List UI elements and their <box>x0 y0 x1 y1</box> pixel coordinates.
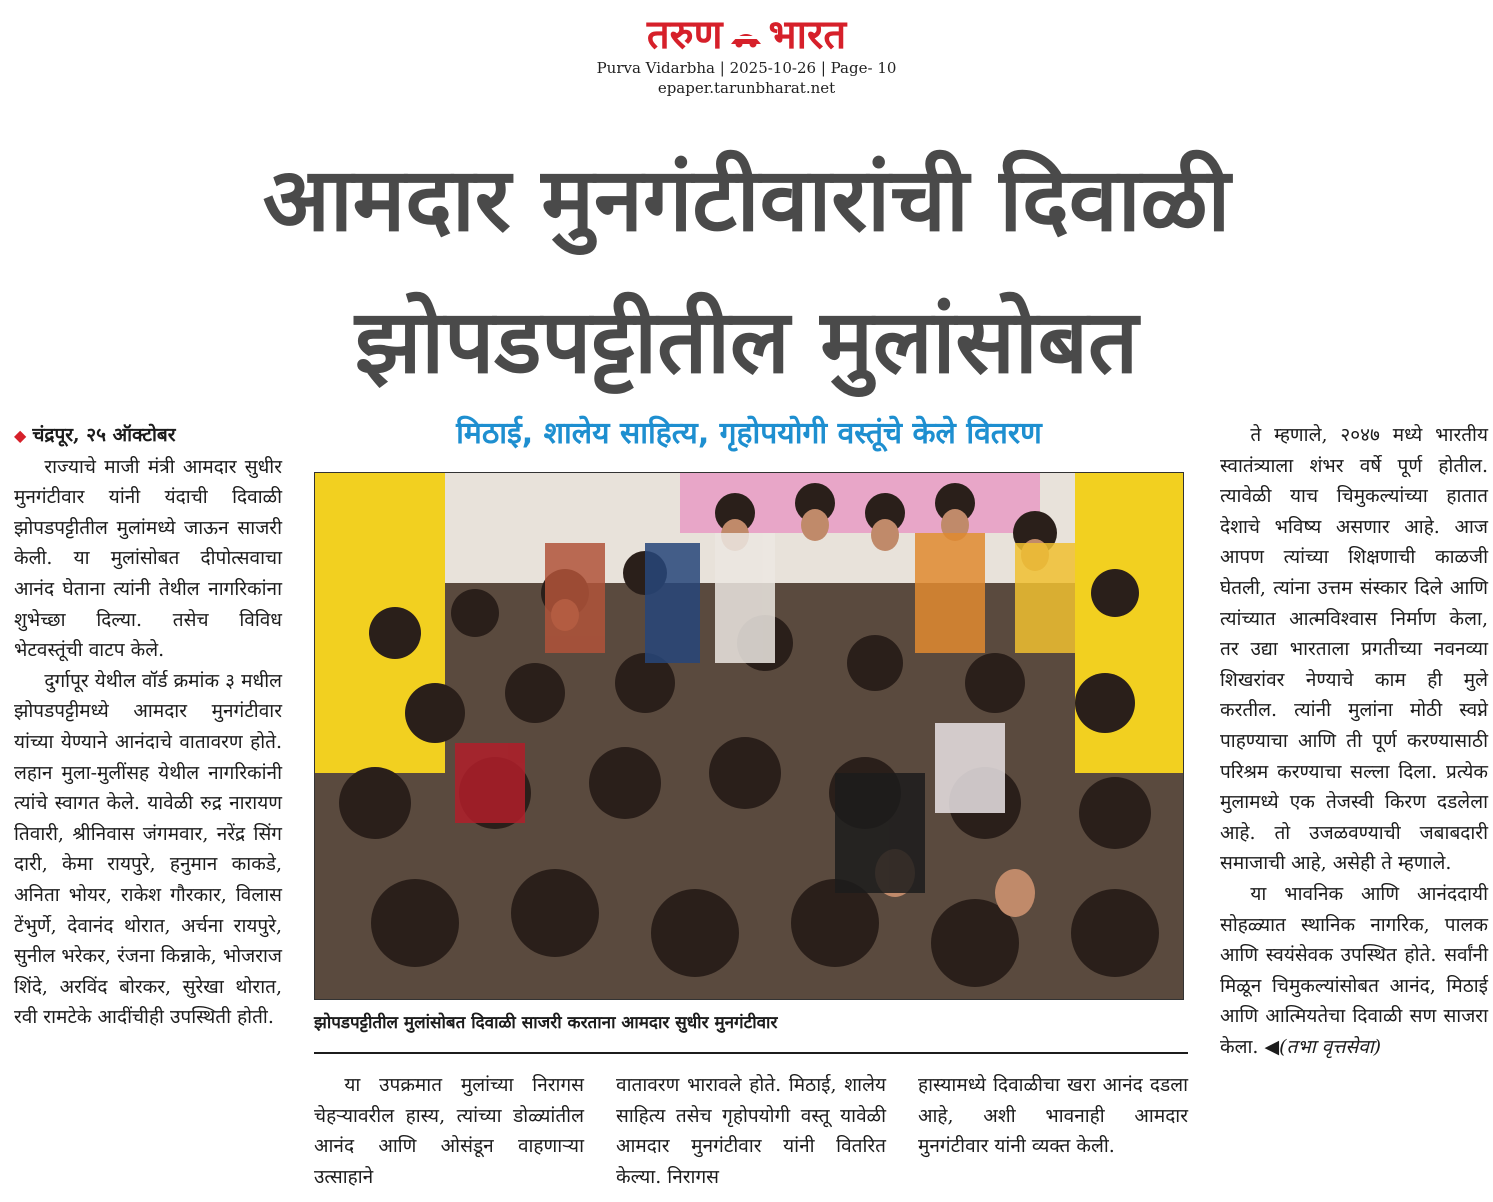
article-bottom-column-1 <box>314 1070 584 1192</box>
article-right-column <box>1220 420 1488 1062</box>
edition-line: Purva Vidarbha | 2025-10-26 | Page- 10 <box>596 59 897 77</box>
news-photo <box>314 472 1184 1000</box>
left-paragraph-2: दुर्गापूर येथील वॉर्ड क्रमांक ३ मधील झोपडपट्टीमध्ये आमदार मुनगंटीवार यांच्या येण्याने आनंदाचे वातावरण होते. लहान मुला-मुलींसह येथील नागरिकांनी त्यांचे स्वागत केले. यावेळी रुद्र नारायण तिवारी, श्रीनिवास जंगमवार, नरेंद्र सिंग दारी, केमा रायपुरे, हनुमान काकडे, अनिता भोयर, राकेश गौरकार, विलास टेंभुर्णे, देवानंद थोरात, अर्चना रायपुरे, सुनील भरेकर, रंजना किन्नाके, भोजराज शिंदे, अरविंद बोरकर, सुरेखा थोरात, रवी रामटेके आदींचीही उपस्थिती होती. <box>14 669 282 1029</box>
right-paragraph-1: ते म्हणाले, २०४७ मध्ये भारतीय स्वातंत्र्याला शंभर वर्षे पूर्ण होतील. त्यावेळी याच चिमुकल्यांच्या हातात देशाचे भविष्य असणार आहे. आज आपण त्यांच्या शिक्षणाची काळजी घेतली, त्यांना उत्तम संस्कार दिले आणि त्यांच्यात आत्मविश्वास निर्माण केला, तर उद्या भारताला प्रगतीच्या नवनव्या शिखरांवर नेण्याचे काम ही मुले करतील. त्यांनी मुलांना मोठी स्वप्ने पाहण्याचा आणि ती पूर्ण करण्यासाठी परिश्रम करण्याचा सल्ला दिला. प्रत्येक मुलामध्ये एक तेजस्वी किरण दडलेला आहे. तो उजळवण्याची जबाबदारी समाजाची आहे, असेही ते म्हणाले. <box>1220 424 1488 875</box>
section-divider <box>314 1052 1188 1054</box>
article-bottom-column-3 <box>918 1070 1188 1162</box>
left-paragraph-1: राज्याचे माजी मंत्री आमदार सुधीर मुनगंटीवार यांनी यंदाची दिवाळी झोपडपट्टीतील मुलांमध्ये जाऊन साजरी केली. या मुलांसोबत दीपोत्सवाचा आनंद घेताना त्यांनी तेथील नागरिकांना शुभेच्छा दिल्या. तसेच विविध भेटवस्तूंची वाटप केले. <box>14 455 282 662</box>
bottom-paragraph-2: वातावरण भारावले होते. मिठाई, शालेय साहित्य तसेच गृहोपयोगी वस्तू यावेळी आमदार मुनगंटीवार यांनी वितरित केल्या. निरागस <box>616 1074 886 1188</box>
chariot-emblem-icon <box>729 22 763 48</box>
bullet-diamond-icon: ◆ <box>14 426 27 445</box>
dateline-text: चंद्रपूर, २५ ऑक्टोबर <box>32 424 176 446</box>
right-paragraph-2 <box>1220 879 1488 1063</box>
masthead <box>0 12 1493 98</box>
website-link[interactable]: epaper.tarunbharat.net <box>657 79 836 97</box>
right-paragraph-2-text: या भावनिक आणि आनंददायी सोहळ्यात स्थानिक नागरिक, पालक आणि स्वयंसेवक उपस्थित होते. सर्वांनी मिळून चिमुकल्यांसोबत आनंद, मिठाई आणि आत्मियतेचा दिवाळी सण साजरा केला. <box>1220 882 1488 1058</box>
article-left-column <box>14 420 282 1033</box>
news-source-credit: ◀(तभा वृत्तसेवा) <box>1264 1035 1382 1058</box>
article-bottom-column-2 <box>616 1070 886 1192</box>
logo-text-left: तरुण <box>646 12 723 58</box>
photo-caption: झोपडपट्टीतील मुलांसोबत दिवाळी साजरी करताना आमदार सुधीर मुनगंटीवार <box>314 1013 778 1033</box>
photo-illustration <box>315 473 1183 999</box>
headline-line-1: आमदार मुनगंटीवारांची दिवाळी <box>262 148 1231 251</box>
bottom-paragraph-1: या उपक्रमात मुलांच्या निरागस चेहऱ्यावरील हास्य, त्यांच्या डोळ्यांतील आनंद आणि ओसंडून वाहणाऱ्या उत्साहाने <box>314 1074 584 1188</box>
bottom-paragraph-3: हास्यामध्ये दिवाळीचा खरा आनंद दडला आहे, अशी भावनाही आमदार मुनगंटीवार यांनी व्यक्त केली. <box>918 1074 1188 1158</box>
logo-text-right: भारत <box>768 12 847 58</box>
headline-line-2: झोपडपट्टीतील मुलांसोबत <box>354 290 1139 393</box>
newspaper-logo[interactable] <box>647 12 846 58</box>
subheadline: मिठाई, शालेय साहित्य, गृहोपयोगी वस्तूंचे केले वितरण <box>456 416 1042 451</box>
dateline <box>14 420 282 452</box>
